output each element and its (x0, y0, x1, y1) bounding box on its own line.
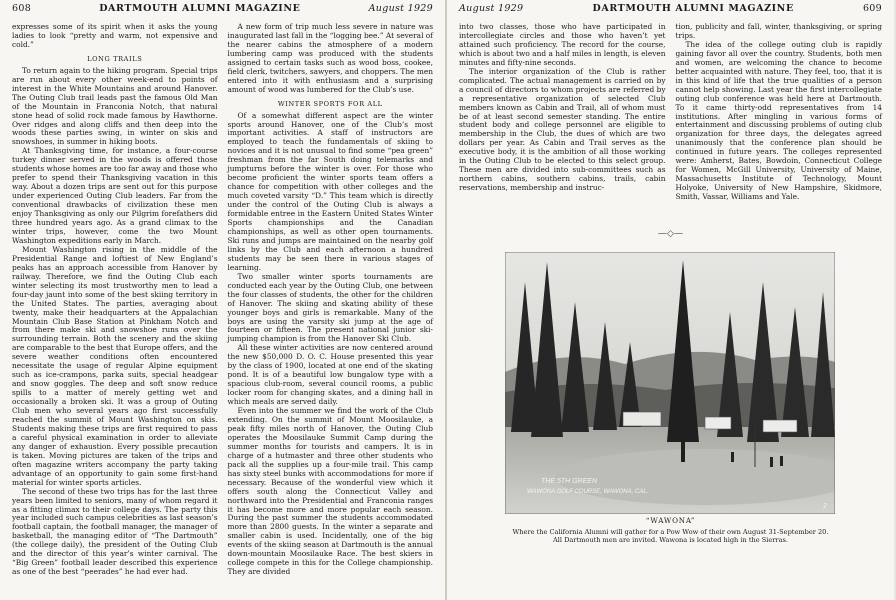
page-number: 609 (862, 3, 882, 14)
paragraph: into two classes, those who have participated in intercollegiate circles and those who haven’t yet attained such proficiency. The record for the course, which is about two and a half miles in length, is eleven minutes and fifty-nine seconds. (459, 22, 666, 67)
caption-line-2: All Dartmouth men are invited. Wawona is located high in the Sierras. (553, 536, 788, 545)
left-column-1 (12, 23, 218, 577)
right-page (447, 0, 894, 600)
issue-date: August 1929 (368, 3, 433, 14)
photo-caption (467, 516, 874, 545)
paragraph: The idea of the college outing club is rapidly gaining favor all over the country. Students, both men and women, are welcoming the chance to become better acquainted with nature. They feel, too, that it is in this kind of life that the true qualities of a person cannot help showing. Last year the first intercollegiate outing club conference was held here at Dartmouth. To it came thirty-odd representatives from 14 institutions. After mingling in various forms of entertainment and discussing problems of outing club organization for three days, the delegates agreed unanimously that the conference plan should be continued in future years. The colleges represented were: Amherst, Bates, Bowdoin, Connecticut College for Women, McGill University, University of Maine, Massachusetts Institute of Technology, Mount Holyoke, University of New Hampshire, Skidmore, Smith, Vassar, Williams and Yale. (675, 39, 882, 202)
paragraph: expresses some of its spirit when it asks the young ladies to look “pretty and warm, not expensive and cold.” (12, 22, 218, 49)
paragraph: The interior organization of the Club is rather complicated. The actual management is carried on by a council of directors to whom projects are referred by a representative organization of selected Club members known as Cabin and Trail, all of whom must be of at least second semester standing. The entire student body and college personnel are eligible to membership in the Club, the dues of which are two dollars per year. As Cabin and Trail serves as the executive body, it is the ambition of all those working in the Outing Club to be elected to this select group. These men are divided into sub-committees such as northern cabins, southern cabins, trails, cabin reservations, membership and instruc- (459, 66, 666, 193)
caption-title: “WAWONA” (645, 516, 696, 525)
right-page-columns (459, 23, 882, 223)
left-column-2 (228, 23, 434, 577)
paragraph: Of a somewhat different aspect are the winter sports around Hanover, one of the Club’s most important activities. A staff of instructors are employed to teach the fundamentals of skiing to novices and it is not unusual to find some “pea green” freshman from the far South doing telemarks and jumpturns before the winter is over. For those who become proficient the winter sports team offers a chance for competition with other colleges and the much coveted varsity “D.” This team which is directly under the control of the Outing Club is always a formidable entree in the Eastern United States Winter Sports championships and the Canadian championships, as well as other open tournaments. Ski runs and jumps are maintained on the nearby golf links by the Club and each afternoon a hundred students may be seen there in various stages of learning. (227, 110, 433, 272)
photo-inscription-1: THE 5TH GREEN (541, 478, 598, 485)
page-number: 608 (12, 3, 32, 14)
wawona-photo (505, 252, 835, 514)
caption-line-1: Where the California Alumni will gather for a Pow Wow of their own August 31-September 20. (512, 528, 829, 536)
section-heading: LONG TRAILS (87, 54, 143, 63)
magazine-title: DARTMOUTH ALUMNI MAGAZINE (592, 3, 794, 14)
paragraph: A new form of trip much less severe in nature was inaugurated last fall in the “logging bee.” At several of the nearer cabins the atmosphere of a modern lumbering camp was produced with the students assigned to certain tasks such as wood boss, cookee, field clerk, twitchers, sawyers, and choppers. The men entered into it with enthusiasm and a surprising amount of wood was lumbered for the Club’s use. (227, 22, 433, 94)
right-column-1 (459, 23, 666, 223)
paragraph: Mount Washington rising in the middle of the Presidential Range and loftiest of New England’s peaks has an approach accessible from Hanover by railway. Therefore, we find the Outing Club each winter selecting its most trustworthy men to lead a four-day jaunt into some of the best skiing territory in the United States. The parties, averaging about twenty, make their headquarters at the Appalachian Mountain Club Base Station at Pinkham Notch and from there make ski and snowshoe runs over the surrounding terrain. Both the scenery and the skiing are comparable to the best that Europe offers, and the severe weather conditions often encountered necessitate the usage of regular Alpine equipment such as ice-crampons, parka suits, special headgear and snow goggles. The deep and soft snow reduce spills to a matter of merely getting wet and occasionally a broken ski. It was a group of Outing Club men who several years ago first successfully reached the summit of Mount Washington on skis. Students making these trips are first required to pass a careful physical examination in order to alleviate any danger of exhaustion. Every possible precaution is taken. Moving pictures are taken of the trips and often magazine writers accompany the party taking advantage of an opportunity to gain some first-hand material for winter sports articles. (12, 244, 218, 487)
photo-inscription-2: WAWONA GOLF COURSE, WAWONA, CAL. (527, 489, 649, 495)
paragraph: Two smaller winter sports tournaments are conducted each year by the Outing Club, one between the four classes of students, the other for the children of Hanover. The skiing and skating ability of these younger boys and girls is remarkable. Many of the boys are using the varsity ski jump at the age of fourteen or fifteen. The present national junior ski-jumping champion is from the Hanover Ski Club. (227, 271, 433, 344)
paragraph: To return again to the hiking program. Special trips are run about every other week-end to points of interest in the White Mountains and around Hanover. The Outing Club trail leads past the famous Old Man of the Mountain in Franconia Notch, that natural stone head of solid rock made famous by Hawthorne. Over ridges and along cliffs and then deep into the woods these parties swing, in winter on skis and snowshoes, in summer in hiking boots. (12, 65, 218, 147)
photo-number: 2 (823, 503, 827, 510)
photo-illustration (505, 252, 835, 514)
paragraph: At Thanksgiving time, for instance, a four-course turkey dinner served in the woods is offered those students whose homes are too far away and those who prefer to spend their Thanksgiving vacation in this way. About a dozen trips are sent out for this purpose under experienced Outing Club leaders. Far from the conventional drawbacks of civilization these men enjoy Thanksgiving as only our Pilgrim forefathers did three hundred years ago. As a grand climax to the winter trips, however, come the two Mount Washington expeditions early in March. (12, 146, 218, 245)
right-column-2 (676, 23, 883, 223)
paragraph: Even into the summer we find the work of the Club extending. On the summit of Mount Moosilauke, a peak fifty miles north of Hanover, the Outing Club operates the Moosilauke Summit Camp during the summer months for tourists and campers. It is in charge of a hutmaster and three other students who pack all the supplies up a four-mile trail. This camp has sixty steel bunks with accommodations for more if necessary. Because of the wonderful view which it offers south along the Connecticut Valley and northward into the Presidential and Franconia ranges it has become more and more popular each season. During the past summer the students accommodated more than 2800 guests. In the winter a separate and smaller cabin is used. Incidentally, one of the big events of the skiing season at Dartmouth is the annual down-mountain Moosilauke Race. The best skiers in college compete in this for the College championship. They are divided (227, 406, 433, 577)
paragraph: tion, publicity and fall, winter, thanksgiving, or spring trips. (675, 22, 882, 40)
paragraph: The second of these two trips has for the last three years been limited to seniors, many of whom regard it as a fitting climax to their college days. The party this year included such campus celebrities as last season’s football captain, the football manager, the manager of basketball, the managing editor of “The Dartmouth” (the college daily), the president of the Outing Club and the director of this year’s winter carnival. The “Big Green” football leader described this experience as one of the best “peerades” he had ever had. (12, 486, 218, 577)
magazine-title: DARTMOUTH ALUMNI MAGAZINE (99, 3, 301, 14)
left-page (0, 0, 447, 600)
issue-date: August 1929 (459, 3, 524, 14)
left-page-header (12, 0, 433, 23)
section-heading: WINTER SPORTS FOR ALL (277, 99, 383, 108)
left-page-columns (12, 23, 433, 577)
ornament-divider: —◇— (658, 229, 683, 239)
right-page-header (459, 0, 882, 23)
paragraph: All these winter activities are now centered around the new $50,000 D. O. C. House presented this year by the class of 1900, located at one end of the skating pond. It is of a beautiful low bungalow type with a spacious club-room, several council rooms, a public locker room for changing skates, and a dining hall in which meals are served daily. (227, 343, 433, 407)
